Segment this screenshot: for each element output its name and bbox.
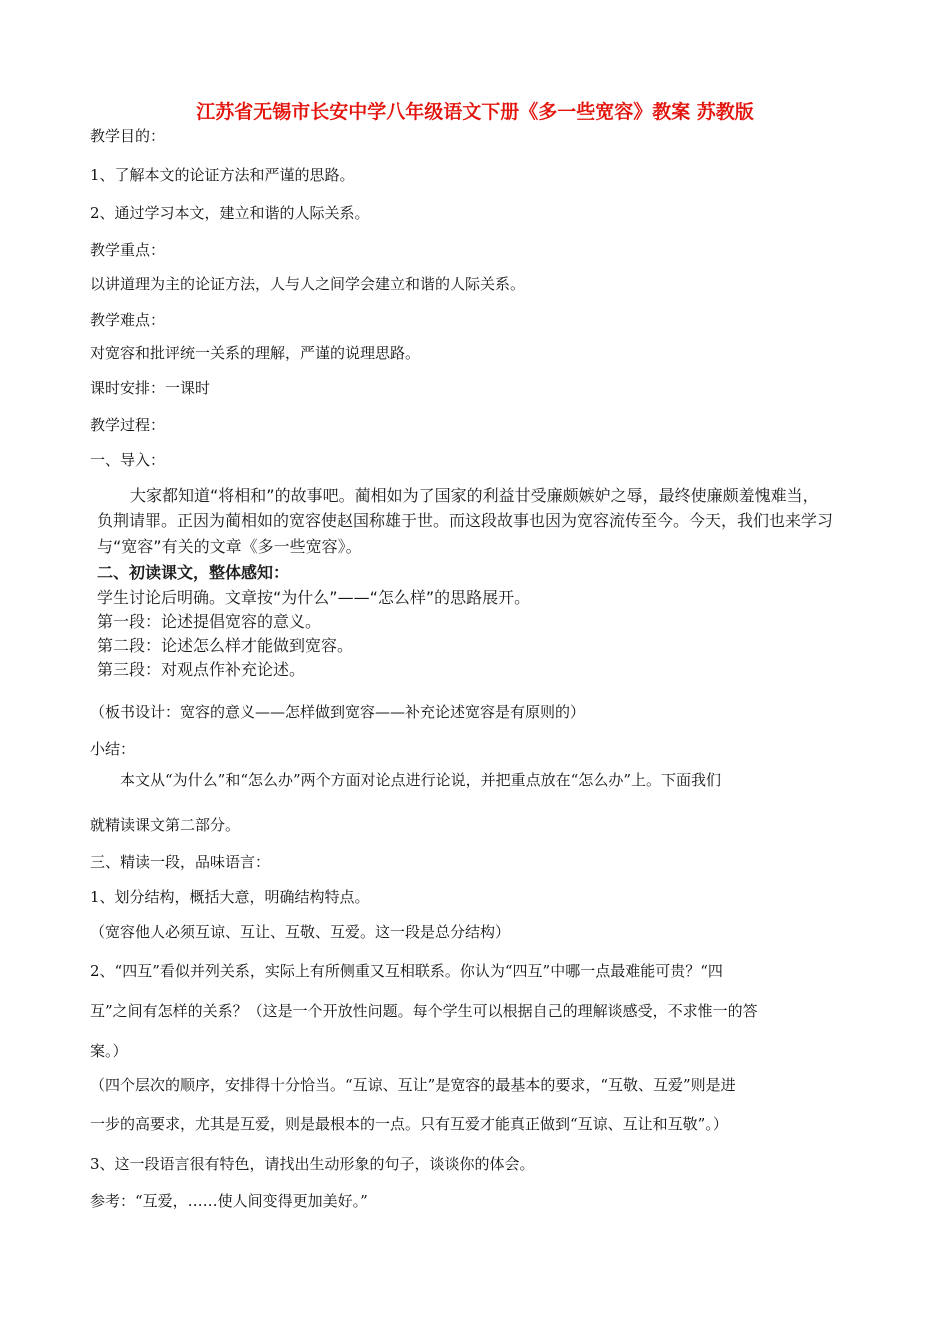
- text-line: 2、“四互”看似并列关系，实际上有所侧重又互相联系。你认为“四互”中哪一点最难能可贵？“四: [90, 962, 723, 980]
- text-line: 教学难点：: [90, 311, 166, 329]
- text-line: 就精读课文第二部分。: [90, 816, 241, 834]
- text-line: 互”之间有怎样的关系？（这是一个开放性问题。每个学生可以根据自己的理解谈感受，不求惟一的答: [90, 1002, 758, 1020]
- scanned-line: 学生讨论后明确。文章按“为什么”——“怎么样”的思路展开。: [97, 588, 531, 607]
- scanned-line: 第三段：对观点作补充论述。: [97, 660, 306, 679]
- scanned-heading: 二、初读课文，整体感知：: [97, 563, 290, 582]
- text-line: （宽容他人必须互谅、互让、互敬、互爱。这一段是总分结构）: [90, 923, 511, 941]
- text-line: 一步的高要求，尤其是互爱，则是最根本的一点。只有互爱才能真正做到“互谅、互让和互敬”。）: [90, 1115, 728, 1133]
- text-line: 参考：“互爱，……使人间变得更加美好。”: [90, 1192, 368, 1210]
- text-line: 2、通过学习本文，建立和谐的人际关系。: [90, 204, 370, 222]
- text-line: 课时安排：一课时: [90, 379, 211, 397]
- text-line: 小结：: [90, 740, 136, 758]
- text-line: 一、导入：: [90, 451, 166, 469]
- text-line: 教学过程：: [90, 416, 166, 434]
- text-line: 教学重点：: [90, 241, 166, 259]
- text-line: 1、划分结构，概括大意，明确结构特点。: [90, 888, 370, 906]
- text-line: 3、这一段语言很有特色，请找出生动形象的句子，谈谈你的体会。: [90, 1155, 535, 1173]
- text-line: 以讲道理为主的论证方法，人与人之间学会建立和谐的人际关系。: [90, 275, 526, 293]
- text-line: （板书设计：宽容的意义——怎样做到宽容——补充论述宽容是有原则的）: [90, 703, 586, 721]
- scanned-line: 第一段：论述提倡宽容的意义。: [97, 612, 322, 631]
- scanned-line: 负荆请罪。正因为蔺相如的宽容使赵国称雄于世。而这段故事也因为宽容流传至今。今天，我们也来学习: [97, 511, 834, 530]
- text-line: （四个层次的顺序，安排得十分恰当。“互谅、互让”是宽容的最基本的要求，“互敬、互爱”则是进: [90, 1076, 736, 1094]
- scanned-line: 大家都知道“将相和”的故事吧。蔺相如为了国家的利益甘受廉颇嫉妒之辱，最终使廉颇羞愧难当，: [130, 486, 819, 505]
- scanned-line: 与“宽容”有关的文章《多一些宽容》。: [97, 537, 362, 556]
- scanned-line: 第二段：论述怎么样才能做到宽容。: [97, 636, 354, 655]
- text-line: 教学目的：: [90, 127, 166, 145]
- document-title: 江苏省无锡市长安中学八年级语文下册《多一些宽容》教案 苏教版: [196, 101, 754, 123]
- text-line: 三、精读一段，品味语言：: [90, 853, 271, 871]
- text-line: 案。）: [90, 1042, 128, 1060]
- text-line: 1、了解本文的论证方法和严谨的思路。: [90, 166, 355, 184]
- text-line: 本文从“为什么”和“怎么办”两个方面对论点进行论说，并把重点放在“怎么办”上。下面我们: [120, 771, 722, 789]
- text-line: 对宽容和批评统一关系的理解，严谨的说理思路。: [90, 344, 421, 362]
